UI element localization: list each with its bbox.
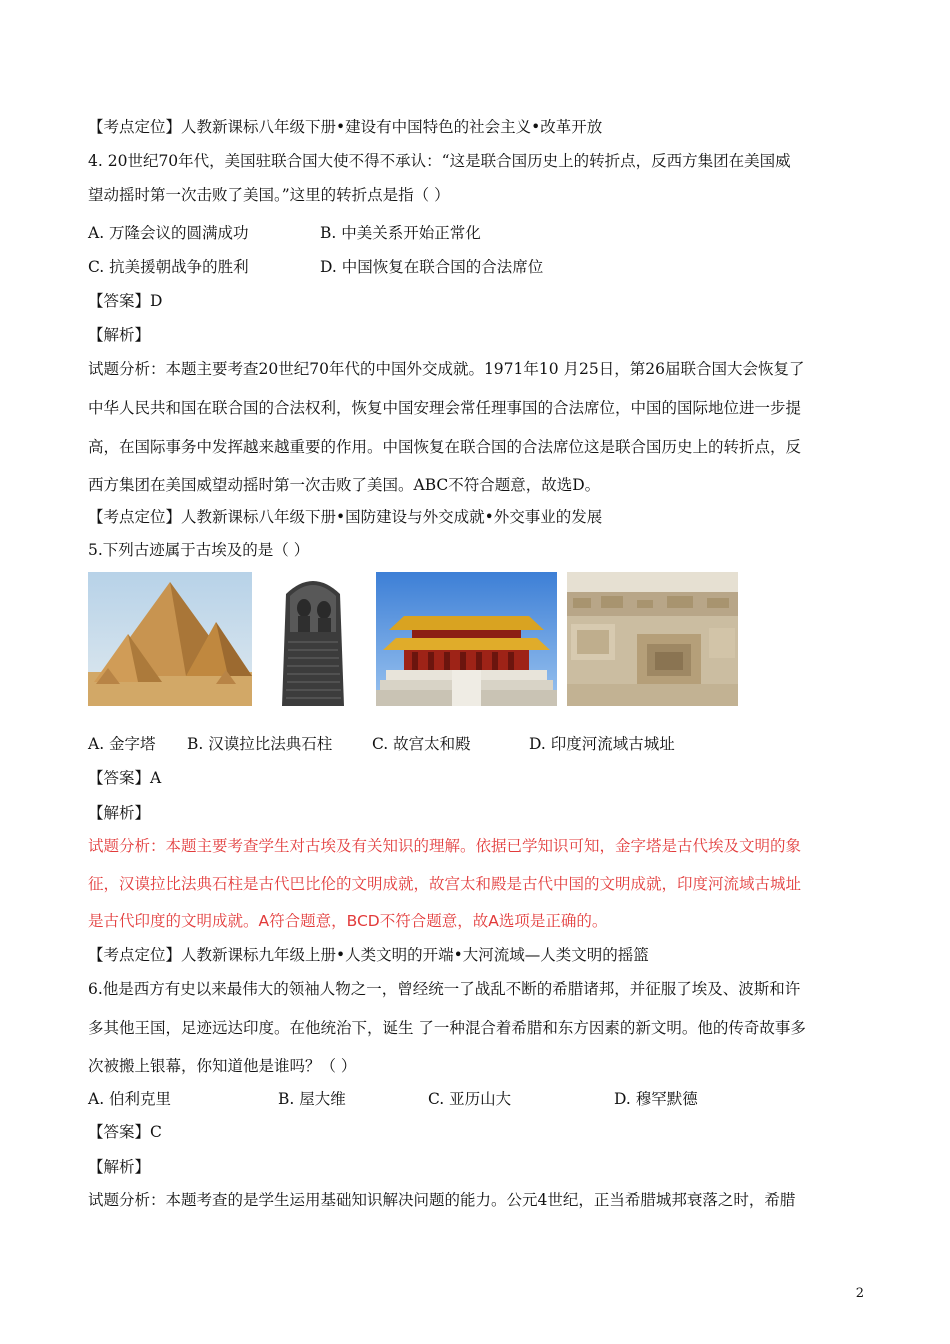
q4-option-c: C. 抗美援朝战争的胜利 xyxy=(88,258,249,276)
question-5-text: 5.下列古迹属于古埃及的是（ ） xyxy=(88,541,310,559)
analysis-4-text: 试题分析：本题主要考查20世纪70年代的中国外交成就。1971年10 月25日，第26届联合国大会恢复了 xyxy=(88,360,805,378)
q6-option-c: C. 亚历山大 xyxy=(428,1090,512,1108)
analysis-4-text: 高，在国际事务中发挥越来越重要的作用。中国恢复在联合国的合法席位这是联合国历史上的转折点，反 xyxy=(88,438,802,456)
kaodian-line: 【考点定位】人教新课标八年级下册•国防建设与外交成就•外交事业的发展 xyxy=(88,508,603,526)
q5-option-d: D. 印度河流域古城址 xyxy=(529,735,675,753)
analysis-5-heading: 【解析】 xyxy=(88,804,151,822)
answer-5: 【答案】A xyxy=(88,769,162,787)
kaodian-line: 【考点定位】人教新课标八年级下册•建设有中国特色的社会主义•改革开放 xyxy=(88,118,603,136)
pyramids-image xyxy=(88,572,252,706)
analysis-5-text: 征，汉谟拉比法典石柱是古代巴比伦的文明成就，故宫太和殿是古代中国的文明成就，印度河流域古城址 xyxy=(88,875,802,893)
q4-option-d: D. 中国恢复在联合国的合法席位 xyxy=(320,258,544,276)
question-4-text-cont: 望动摇时第一次击败了美国。”这里的转折点是指（ ） xyxy=(88,186,450,204)
kaodian-line: 【考点定位】人教新课标九年级上册•人类文明的开端•大河流域—人类文明的摇篮 xyxy=(88,946,649,964)
question-6-text: 6.他是西方有史以来最伟大的领袖人物之一，曾经统一了战乱不断的希腊诸邦，并征服了埃及、波斯和许 xyxy=(88,980,801,998)
question-6-text-cont: 次被搬上银幕，你知道他是谁吗？（ ） xyxy=(88,1057,357,1075)
q6-option-b: B. 屋大维 xyxy=(278,1090,346,1108)
analysis-4-text: 中华人民共和国在联合国的合法权利，恢复中国安理会常任理事国的合法席位，中国的国际地位进一步提 xyxy=(88,399,802,417)
answer-4: 【答案】D xyxy=(88,292,163,310)
analysis-4-heading: 【解析】 xyxy=(88,326,151,344)
answer-6: 【答案】C xyxy=(88,1123,162,1141)
q4-option-b: B. 中美关系开始正常化 xyxy=(320,224,481,242)
q6-option-d: D. 穆罕默德 xyxy=(614,1090,698,1108)
taihe-hall-image xyxy=(376,572,557,706)
analysis-5-text: 是古代印度的文明成就。A符合题意，BCD不符合题意，故A选项是正确的。 xyxy=(88,912,608,930)
q6-option-a: A. 伯利克里 xyxy=(88,1090,172,1108)
q5-option-a: A. 金字塔 xyxy=(88,735,156,753)
hammurabi-stele-image xyxy=(272,572,354,706)
analysis-6-text: 试题分析：本题考查的是学生运用基础知识解决问题的能力。公元4世纪，正当希腊城邦衰落之时，希腊 xyxy=(88,1191,796,1209)
page-number: 2 xyxy=(855,1286,864,1301)
indus-ruins-image xyxy=(567,572,738,706)
q5-option-b: B. 汉谟拉比法典石柱 xyxy=(187,735,333,753)
analysis-4-text: 西方集团在美国威望动摇时第一次击败了美国。ABC不符合题意，故选D。 xyxy=(88,476,601,494)
q4-option-a: A. 万隆会议的圆满成功 xyxy=(88,224,249,242)
analysis-5-text: 试题分析：本题主要考查学生对古埃及有关知识的理解。依据已学知识可知，金字塔是古代埃及文明的象 xyxy=(88,837,802,855)
question-6-text-cont: 多其他王国，足迹远达印度。在他统治下，诞生 了一种混合着希腊和东方因素的新文明。他的传奇故事多 xyxy=(88,1019,806,1037)
question-4-text: 4. 20世纪70年代，美国驻联合国大使不得不承认：“这是联合国历史上的转折点，反西方集团在美国威 xyxy=(88,152,791,170)
analysis-6-heading: 【解析】 xyxy=(88,1158,151,1176)
q5-option-c: C. 故宫太和殿 xyxy=(372,735,471,753)
